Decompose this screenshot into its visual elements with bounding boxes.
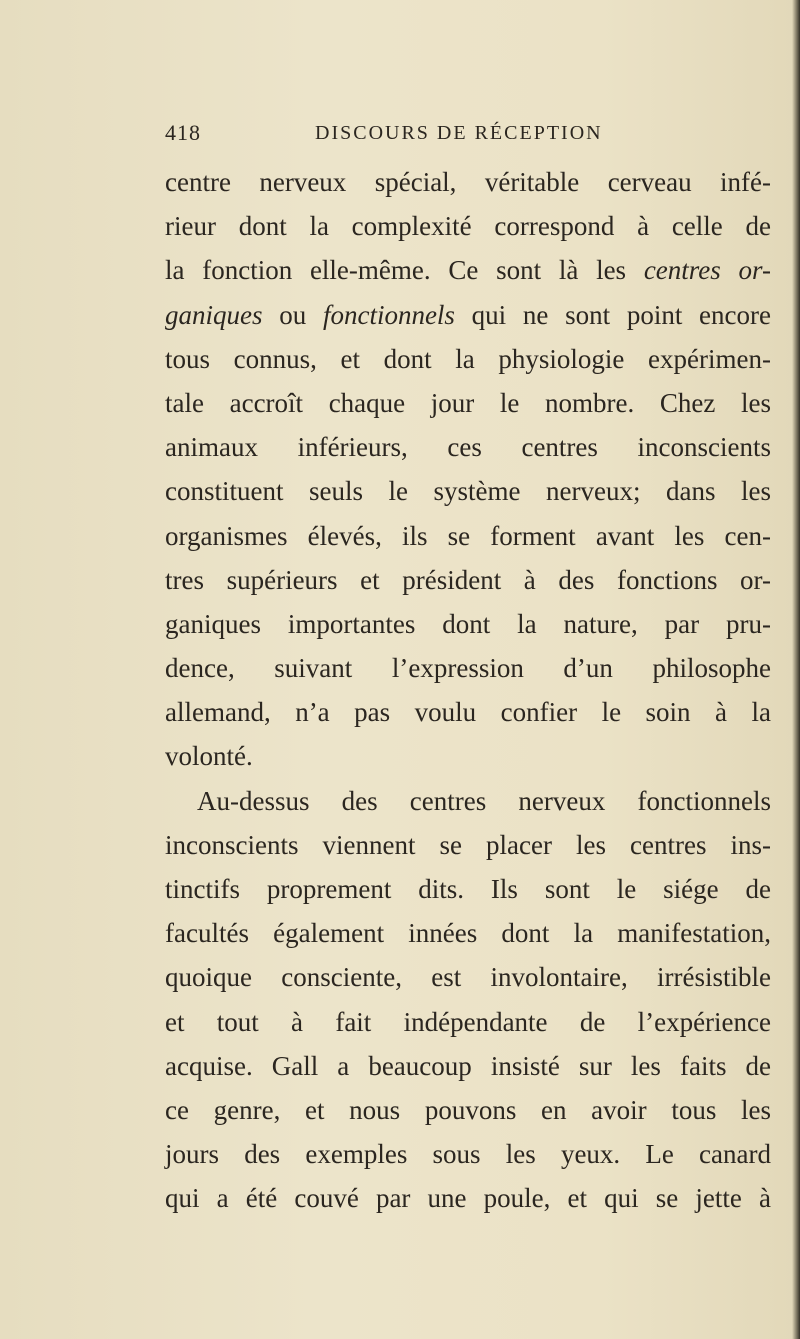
text-segment: ou xyxy=(262,299,323,330)
body-text xyxy=(165,160,771,1221)
text-line: ganiques importantes dont la nature, par pru- xyxy=(165,608,771,639)
text-line xyxy=(165,248,771,292)
text-line: quoique consciente, est involontaire, irrésistible xyxy=(165,962,771,993)
text-line: volonté. xyxy=(165,741,253,772)
text-line: acquise. Gall a beaucoup insisté sur les faits de xyxy=(165,1050,771,1081)
text-line: rieur dont la complexité correspond à celle de xyxy=(165,211,771,242)
italic-term: ganiques xyxy=(165,299,263,330)
page-edge-shadow xyxy=(792,0,800,1339)
italic-term: fonctionnels xyxy=(322,299,455,330)
text-line: tinctifs proprement dits. Ils sont le siége de xyxy=(165,874,771,904)
text-line: constituent seuls le système nerveux; dans les xyxy=(165,476,771,507)
running-title: DISCOURS DE RÉCEPTION xyxy=(315,122,603,144)
text-line xyxy=(165,293,771,337)
italic-term: centres or- xyxy=(643,255,771,286)
text-line: ce genre, et nous pouvons en avoir tous les xyxy=(165,1094,771,1125)
text-line: inconscients viennent se placer les centres ins- xyxy=(165,829,771,860)
text-line: allemand, n’a pas voulu confier le soin à la xyxy=(165,697,771,728)
text-line: jours des exemples sous les yeux. Le canard xyxy=(165,1139,771,1170)
text-line: dence, suivant l’expression d’un philosophe xyxy=(165,653,771,684)
text-segment: la fonction elle-même. Ce sont là les xyxy=(165,255,644,286)
text-line: tres supérieurs et président à des fonctions or- xyxy=(165,564,771,595)
text-line: facultés également innées dont la manifestation, xyxy=(165,918,771,949)
text-line: Au-dessus des centres nerveux fonctionnels xyxy=(197,785,771,816)
text-line: organismes élevés, ils se forment avant les cen- xyxy=(165,520,771,551)
text-segment: qui ne sont point encore xyxy=(454,299,771,330)
text-line: animaux inférieurs, ces centres inconscients xyxy=(165,432,771,463)
text-line: centre nerveux spécial, véritable cerveau infé- xyxy=(165,167,771,197)
text-line: et tout à fait indépendante de l’expérience xyxy=(165,1006,771,1037)
text-line: tale accroît chaque jour le nombre. Chez les xyxy=(165,387,771,418)
page-number: 418 xyxy=(165,120,201,145)
text-line: tous connus, et dont la physiologie expérimen- xyxy=(165,343,771,374)
page-header xyxy=(165,120,775,154)
text-line: qui a été couvé par une poule, et qui se jette à xyxy=(165,1183,771,1214)
